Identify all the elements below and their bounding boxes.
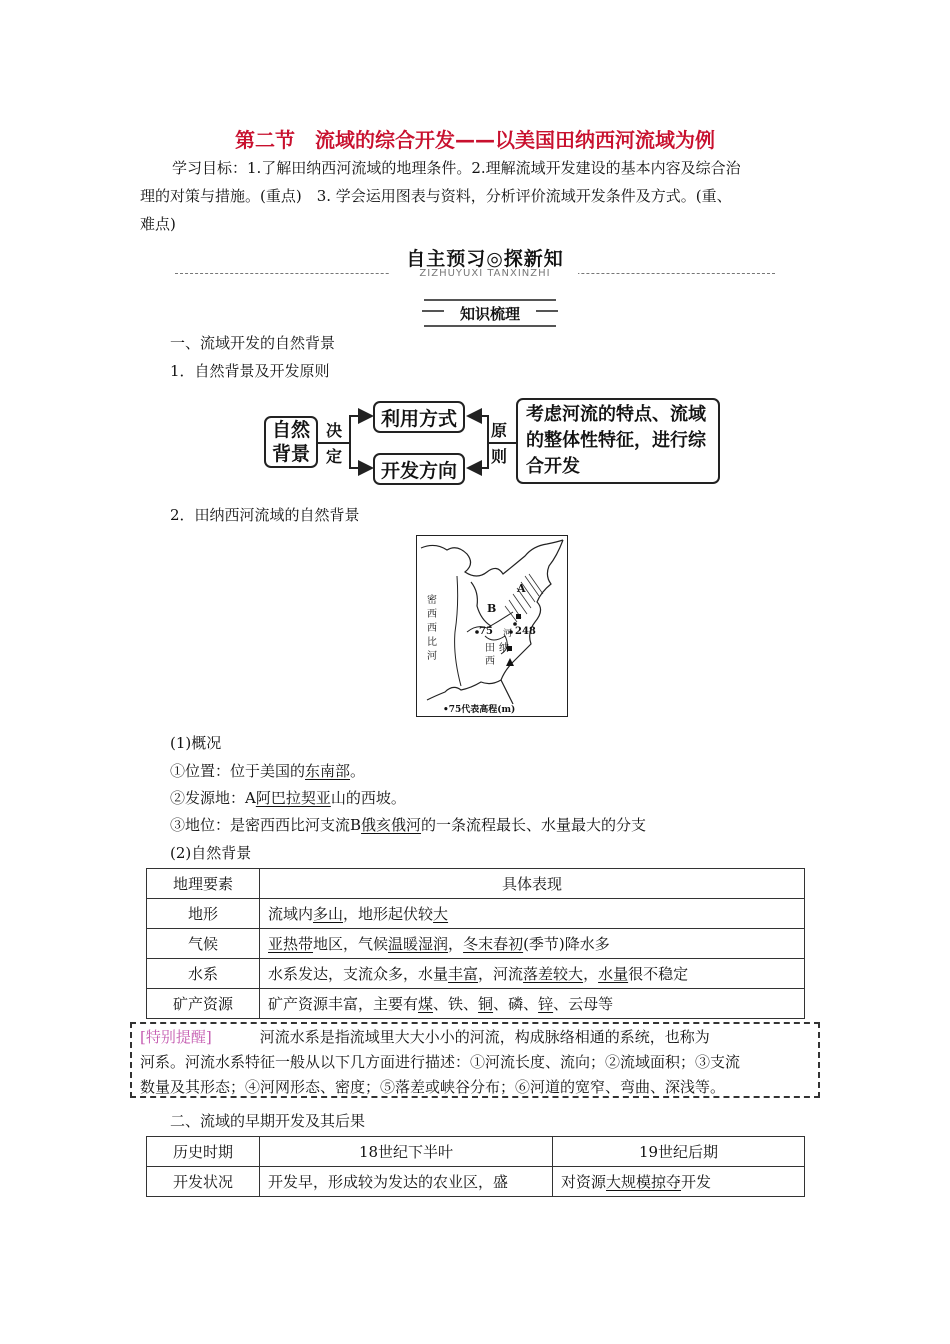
reminder-line: 河系。河流水系特征一般从以下几方面进行描述：①河流长度、流向；②流域面积；③支流 bbox=[140, 1053, 741, 1071]
early-development-table bbox=[146, 1136, 805, 1197]
table-row bbox=[147, 899, 805, 929]
answer-text: 丰富 bbox=[448, 965, 479, 983]
banner-tick bbox=[536, 310, 558, 312]
factor-cell: 水系 bbox=[147, 959, 260, 989]
factor-cell: 气候 bbox=[147, 929, 260, 959]
answer-text: 煤 bbox=[418, 995, 434, 1013]
banner-title: 自主预习◎探新知 bbox=[406, 248, 564, 270]
detail-text: ， bbox=[448, 935, 464, 953]
location-answer: 东南部 bbox=[305, 762, 351, 780]
answer-text: 亚热带 bbox=[268, 935, 314, 953]
row-label: 开发状况 bbox=[147, 1167, 260, 1197]
detail-text: 矿产资源丰富，主要有 bbox=[268, 995, 419, 1013]
reminder-tag: [特别提醒] bbox=[140, 1028, 212, 1046]
reminder-line bbox=[140, 1025, 810, 1050]
location-label: ①位置：位于美国的 bbox=[170, 762, 306, 780]
table-row bbox=[147, 959, 805, 989]
period2-post: 开发 bbox=[681, 1173, 712, 1191]
detail-text: 地区，气候 bbox=[313, 935, 389, 953]
goals-line: 学习目标：1.了解田纳西河流域的地理条件。2.理解流域开发建设的基本内容及综合治 bbox=[172, 159, 741, 177]
detail-cell bbox=[260, 959, 805, 989]
flow-principle-text: 考虑河流的特点、流域的整体性特征，进行综合开发 bbox=[526, 404, 706, 477]
detail-cell bbox=[260, 989, 805, 1019]
answer-text: 锌 bbox=[538, 995, 554, 1013]
factor-cell: 地形 bbox=[147, 899, 260, 929]
status-label: ③地位：是密西西比河支流B bbox=[170, 816, 362, 834]
overview-location bbox=[170, 760, 365, 781]
answer-text: 温暖湿润 bbox=[388, 935, 449, 953]
banner-subtitle: ZIZHUYUXI TANXINZHI bbox=[419, 268, 551, 279]
map-legend: •75代表高程(m) bbox=[443, 705, 516, 715]
reminder-text: 河流水系是指流域里大大小小的河流，构成脉络相通的系统，也称为 bbox=[259, 1028, 710, 1046]
map-label-b: B bbox=[487, 602, 497, 615]
answer-text: 落差较大 bbox=[523, 965, 584, 983]
detail-text: ，地形起伏较 bbox=[343, 905, 434, 923]
answer-text: 铜 bbox=[478, 995, 494, 1013]
table-header-row bbox=[147, 869, 805, 899]
table-row bbox=[147, 1167, 805, 1197]
map-label-he: 河 bbox=[503, 629, 513, 639]
location-end: 。 bbox=[350, 762, 366, 780]
detail-text: 、磷、 bbox=[493, 995, 539, 1013]
section-label: 知识梳理 bbox=[452, 303, 528, 324]
map-label-mississippi: 密西西比河 bbox=[427, 595, 437, 662]
table-header: 地理要素 bbox=[147, 869, 260, 899]
period1-cell: 开发早，形成较为发达的农业区，盛 bbox=[260, 1167, 553, 1197]
natural-factors-table bbox=[146, 868, 805, 1019]
part1-heading: 一、流域开发的自然背景 bbox=[170, 334, 336, 352]
detail-text: ，河流 bbox=[478, 965, 524, 983]
reminder-line: 数量及其形态；④河网形态、密度；⑤落差或峡谷分布；⑥河道的宽窄、弯曲、深浅等。 bbox=[140, 1078, 726, 1096]
source-answer: 阿巴拉契亚 bbox=[255, 789, 331, 807]
detail-cell bbox=[260, 899, 805, 929]
overview-status bbox=[170, 814, 646, 835]
flow-label-decide: 决定 bbox=[326, 421, 343, 466]
answer-text: 冬末春初 bbox=[463, 935, 524, 953]
detail-text: 流域内 bbox=[268, 905, 314, 923]
status-end: 的一条流程最长、水量最大的分支 bbox=[421, 816, 647, 834]
map-label-elev-75: 75 bbox=[479, 626, 493, 637]
table-header: 历史时期 bbox=[147, 1137, 260, 1167]
period2-answer: 大规模掠夺 bbox=[606, 1173, 682, 1191]
detail-text: 、铁、 bbox=[433, 995, 479, 1013]
table-header: 具体表现 bbox=[260, 869, 805, 899]
flow-box-direction: 开发方向 bbox=[373, 453, 465, 485]
detail-cell bbox=[260, 929, 805, 959]
part1-item2: 2．田纳西河流域的自然背景 bbox=[170, 506, 360, 524]
table-row bbox=[147, 989, 805, 1019]
flow-label-principle: 原则 bbox=[491, 421, 508, 466]
flow-box-natural bbox=[264, 416, 318, 468]
overview-source bbox=[170, 787, 406, 808]
part2-heading: 二、流域的早期开发及其后果 bbox=[170, 1112, 366, 1130]
goals-line: 理的对策与措施。(重点) 3. 学会运用图表与资料，分析评价流域开发条件及方式。(重、 bbox=[140, 187, 732, 205]
detail-text: 水系发达，支流众多，水量 bbox=[268, 965, 449, 983]
answer-text: 大 bbox=[433, 905, 449, 923]
table-header-row bbox=[147, 1137, 805, 1167]
natural-heading: (2)自然背景 bbox=[170, 844, 252, 862]
page-title: 第二节 流域的综合开发——以美国田纳西河流域为例 bbox=[235, 128, 715, 152]
map-label-a: A bbox=[517, 582, 526, 595]
goals-line: 难点) bbox=[140, 215, 176, 233]
period2-pre: 对资源 bbox=[561, 1173, 607, 1191]
section-banner bbox=[424, 299, 556, 327]
map-label-tennessee bbox=[485, 642, 525, 668]
source-label: ②发源地：A bbox=[170, 789, 256, 807]
detail-text: 很不稳定 bbox=[628, 965, 689, 983]
answer-text: 水量 bbox=[598, 965, 629, 983]
factor-cell: 矿产资源 bbox=[147, 989, 260, 1019]
learning-goals bbox=[140, 154, 820, 238]
table-header: 19世纪后期 bbox=[553, 1137, 805, 1167]
tennessee-map bbox=[416, 535, 568, 717]
detail-text: ， bbox=[583, 965, 599, 983]
map-label-tennessee-text: 田纳西 bbox=[485, 643, 513, 667]
flow-box-principle bbox=[516, 398, 720, 484]
map-label-elev-248: 248 bbox=[515, 626, 536, 637]
detail-text: 、云母等 bbox=[553, 995, 614, 1013]
banner-tick bbox=[422, 310, 444, 312]
answer-text: 多山 bbox=[313, 905, 344, 923]
flow-box-usage: 利用方式 bbox=[373, 401, 465, 433]
overview-heading: (1)概况 bbox=[170, 734, 222, 752]
status-answer: 俄亥俄河 bbox=[361, 816, 422, 834]
flow-natural-text: 自然背景 bbox=[271, 419, 310, 465]
source-end: 山的西坡。 bbox=[330, 789, 406, 807]
special-reminder bbox=[130, 1022, 820, 1098]
period2-cell bbox=[553, 1167, 805, 1197]
detail-text: (季节)降水多 bbox=[523, 935, 610, 953]
table-header: 18世纪下半叶 bbox=[260, 1137, 553, 1167]
table-row bbox=[147, 929, 805, 959]
part1-item1: 1．自然背景及开发原则 bbox=[170, 362, 330, 380]
